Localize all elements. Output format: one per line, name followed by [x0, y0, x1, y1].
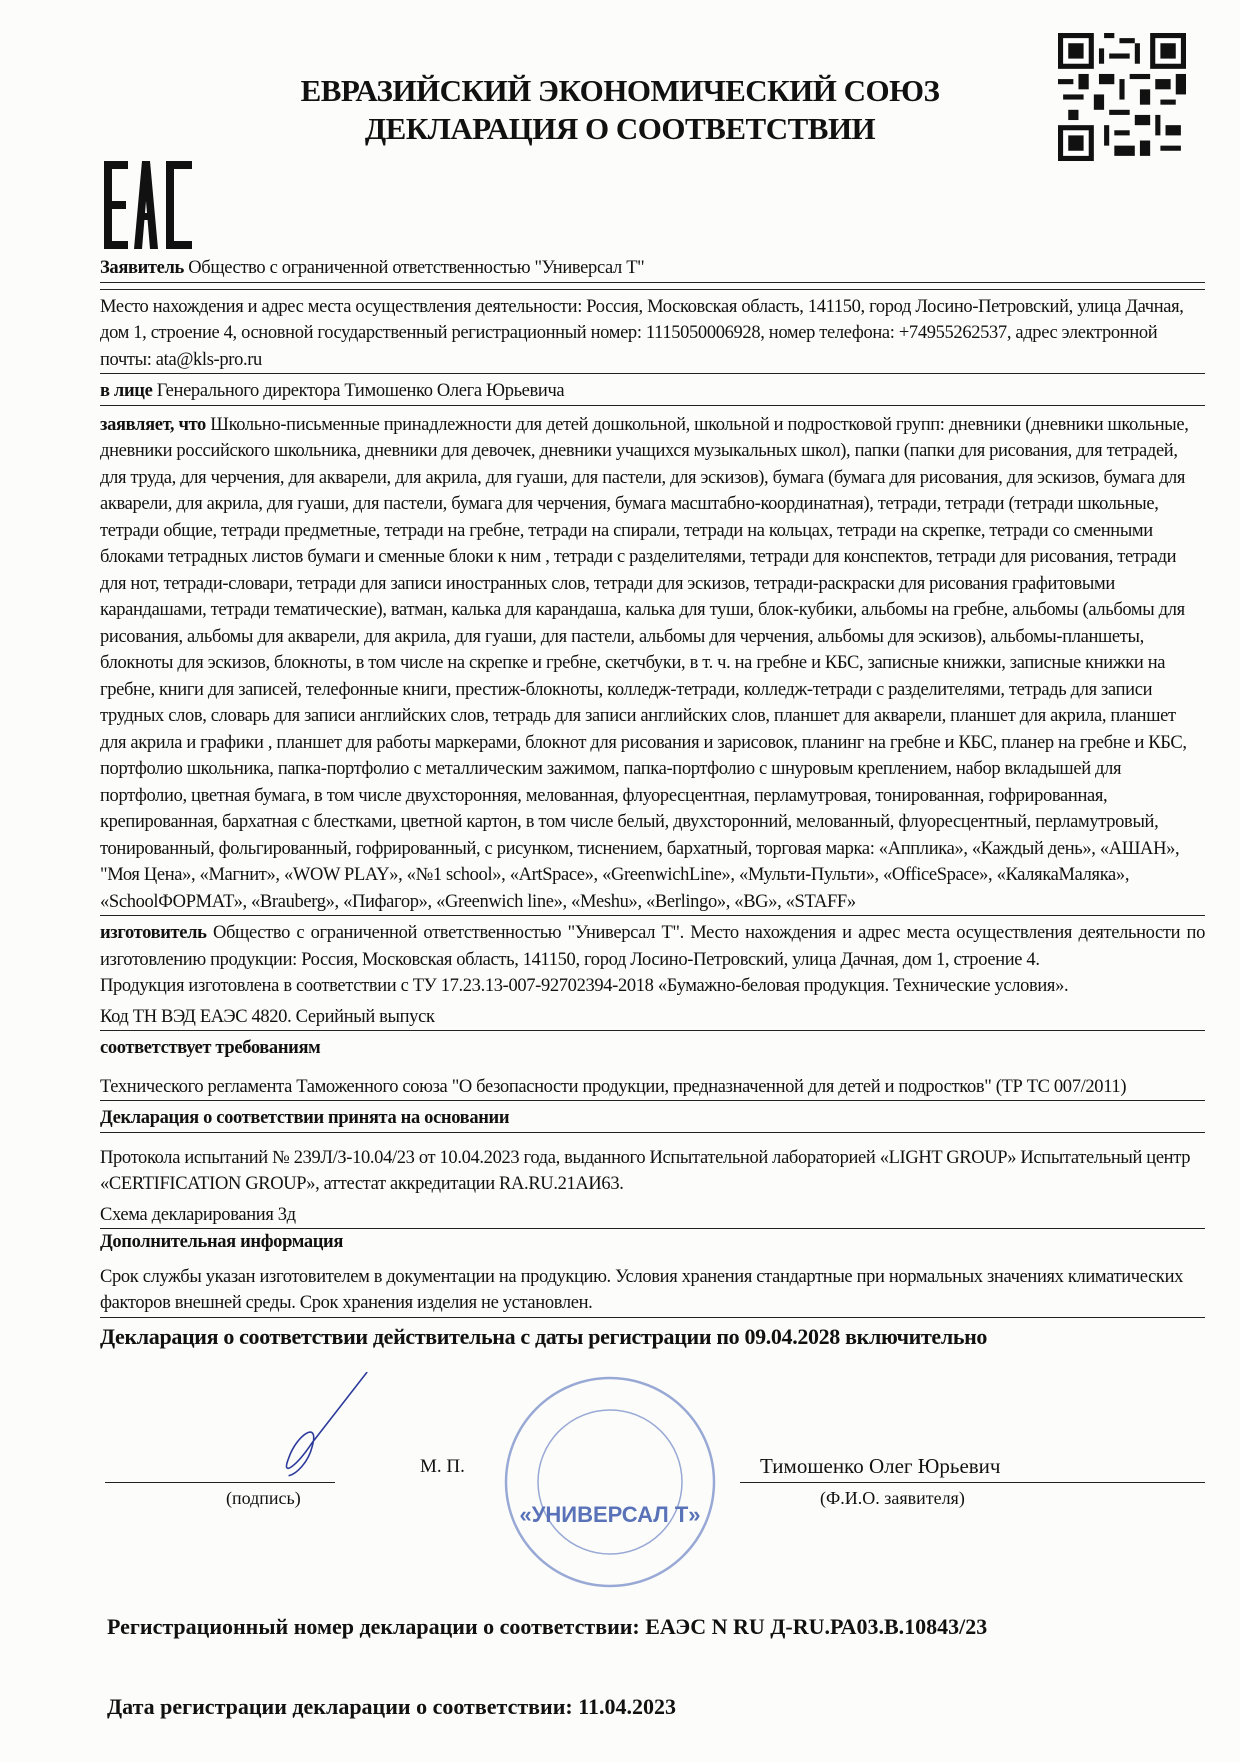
- basis-value: Протокола испытаний № 239Л/З-10.04/23 от 10.04.2023 года, выданного Испытательной лабораторией «LIGHT GROUP» Испытательный центр «CERTIFICATION GROUP», аттестат аккредитации RA.RU.21АИ63.: [100, 1147, 1191, 1194]
- signature-block: [100, 1372, 1205, 1602]
- name-line: [740, 1482, 1205, 1483]
- stamp-mark: М. П.: [420, 1455, 465, 1477]
- declares-row: [100, 406, 1205, 917]
- declaration-body: [100, 251, 1205, 1352]
- manufacturer-row: [100, 916, 1205, 973]
- declares-label: заявляет, что: [100, 414, 206, 435]
- basis-label: Декларация о соответствии принята на основании: [100, 1101, 1205, 1133]
- header-title: ДЕКЛАРАЦИЯ О СООТВЕТСТВИИ: [364, 111, 876, 146]
- divider: [100, 283, 1205, 290]
- company-stamp: [500, 1372, 720, 1592]
- produced-per: Продукция изготовлена в соответствии с ТУ 17.23.13-007-92702394-2018 «Бумажно-беловая продукция. Технические условия».: [100, 976, 1069, 996]
- name-caption: (Ф.И.О. заявителя): [820, 1487, 965, 1508]
- signature-caption: (подпись): [226, 1487, 301, 1508]
- tn-ved-code: Код ТН ВЭД ЕАЭС 4820. Серийный выпуск: [100, 1000, 1205, 1032]
- applicant-label: Заявитель: [100, 258, 184, 278]
- manufacturer-label: изготовитель: [100, 923, 207, 943]
- qr-code-icon: [1058, 33, 1186, 161]
- representative-value: Генерального директора Тимошенко Олега Юрьевича: [156, 381, 565, 401]
- header-union: ЕВРАЗИЙСКИЙ ЭКОНОМИЧЕСКИЙ СОЮЗ: [300, 73, 940, 108]
- conforms-value: Технического регламента Таможенного союза "О безопасности продукции, предназначенной для детей и подростков" (ТР ТС 007/2011): [100, 1062, 1205, 1102]
- additional-label: Дополнительная информация: [100, 1232, 344, 1252]
- representative-label: в лице: [100, 381, 153, 401]
- applicant-row: [100, 251, 1205, 283]
- address: Место нахождения и адрес места осуществления деятельности: Россия, Московская область, 141150, город Лосино-Петровский, улица Дачная, дом 1, строение 4, основной государственный регистрационный номер: 1115050006928, номер телефона: +74955262537, адрес электронной почты: ata@kls-pro.ru: [100, 290, 1205, 375]
- validity: Декларация о соответствии действительна с даты регистрации по 09.04.2028 включительно: [100, 1323, 988, 1349]
- manufacturer-value: Общество с ограниченной ответственностью "Универсал Т". Место нахождения и адрес места осуществления деятельности по изготовлению продукции: Россия, Московская область, 141150, город Лосино-Петровский, улица Дачная, дом 1, строение 4.: [100, 923, 1205, 970]
- registration-number: Регистрационный номер декларации о соответствии: ЕАЭС N RU Д-RU.РА03.В.10843/23: [107, 1613, 988, 1639]
- header: [0, 1, 1240, 251]
- signature-line: [105, 1482, 335, 1483]
- applicant-value: Общество с ограниченной ответственностью "Универсал Т": [188, 258, 645, 278]
- scheme: Схема декларирования 3д: [100, 1198, 1205, 1230]
- handwritten-signature: [250, 1372, 390, 1482]
- stamp-text: «УНИВЕРСАЛ Т»: [519, 1501, 701, 1527]
- applicant-name: Тимошенко Олег Юрьевич: [760, 1453, 1001, 1478]
- additional-value: Срок службы указан изготовителем в документации на продукцию. Условия хранения стандартные при нормальных значениях климатических факторов внешней среды. Срок хранения изделия не установлен.: [100, 1256, 1205, 1318]
- representative-row: [100, 374, 1205, 406]
- conforms-label: соответствует требованиям: [100, 1038, 321, 1058]
- eac-logo: [104, 161, 192, 249]
- registration-date: Дата регистрации декларации о соответствии: 11.04.2023: [107, 1693, 677, 1719]
- product-description: Школьно-письменные принадлежности для детей дошкольной, школьной и подростковой групп: дневники (дневники школьные, дневники российского школьника, дневники для девочек, дневники учащихся музыкальных школ), папки (папки для рисования, для тетрадей, для труда, для черчения, для акварели, для акрила, для гуаши, для пастели, для эскизов), бумага (бумага для рисования, для эскизов, бумага для акварели, для акрила, для гуаши, для пастели, бумага для черчения, бумага масштабно-координатная), тетради, тетради (тетради школьные, тетради общие, тетради предметные, тетради на гребне, тетради на спирали, тетради на кольцах, тетради на скрепке, тетради со сменными блоками тетрадных листов бумаги и сменные блоки к ним , тетради с разделителями, тетради для конспектов, тетради для рисования, тетради для нот, тетради-словари, тетради для записи иностранных слов, тетради для эскизов, тетради-раскраски для рисования графитовыми карандашами, тетради тематические), ватман, калька для карандаша, калька для туши, блок-кубики, альбомы на гребне, альбомы (альбомы для рисования, альбомы для акварели, для акрила, для гуаши, для пастели, альбомы для черчения, альбомы для эскизов), альбомы-планшеты, блокноты для эскизов, блокноты, в том числе на скрепке и гребне, скетчбуки, в т. ч. на гребне и КБС, записные книжки, записные книжки на гребне, книги для записей, телефонные книги, престиж-блокноты, колледж-тетради, колледж-тетради с разделителями, тетрадь для записи трудных слов, словарь для записи английских слов, тетрадь для записи английских слов, планшет для акварели, планшет для акрила, планшет для акрила и графики , планшет для работы маркерами, блокнот для рисования и зарисовок, планинг на гребне и КБС, планер на гребне и КБС, портфолио школьника, папка-портфолио с металлическим зажимом, папка-портфолио с шнуровым креплением, набор вкладышей для портфолио, цветная бумага, в том числе двухсторонняя, мелованная, флуоресцентная, перламутровая, тонированная, гофрированная, крепированная, бархатная с блестками, цветной картон, в том числе белый, двухсторонний, мелованный, флуоресцентный, перламутровый, тонированный, фольгированный, гофрированный, с рисунком, тиснением, бархатный, торговая марка: «Апплика», «Каждый день», «АШАН», "Моя Цена», «Магнит», «WOW PLAY», «№1 school», «ArtSpace», «GreenwichLine», «Мульти-Пульти», «OfficeSpace», «КалякаМаляка», «SchoolФОРМАТ», «Brauberg», «Пифагор», «Greenwich line», «Meshu», «Berlingo», «BG», «STAFF»: [100, 414, 1189, 912]
